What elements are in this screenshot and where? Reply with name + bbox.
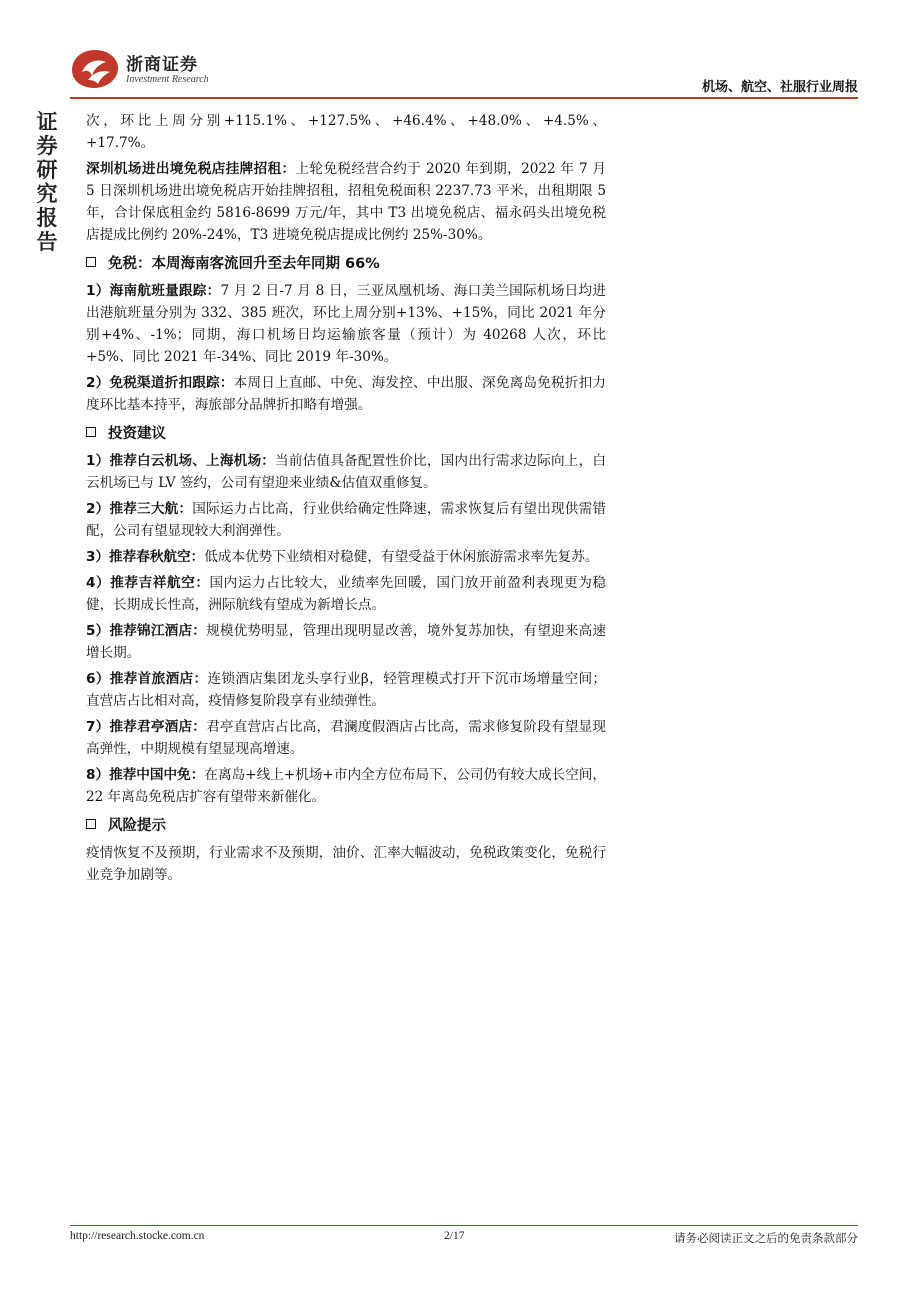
recommendation: 5）推荐锦江酒店：规模优势明显，管理出现明显改善，境外复苏加快，有望迎来高速增长期。 (86, 623, 607, 661)
header-divider (70, 97, 858, 99)
paragraph-lead: 6）推荐首旅酒店： (86, 671, 208, 687)
footer-divider (70, 1225, 858, 1226)
paragraph-lead: 4）推荐吉祥航空： (86, 575, 210, 591)
side-char: 报 (36, 205, 58, 230)
recommendation: 2）推荐三大航：国际运力占比高，行业供给确定性降速，需求恢复后有望出现供需错配，公司有望显现较大利润弹性。 (86, 501, 606, 539)
paragraph-lead: 1）海南航班量跟踪： (86, 283, 221, 299)
paragraph-lead: 1）推荐白云机场、上海机场： (86, 453, 276, 469)
paragraph-lead: 5）推荐锦江酒店： (86, 623, 207, 639)
paragraph: 2）免税渠道折扣跟踪：本周日上直邮、中免、海发控、中出服、深免离岛免税折扣力度环比基本持平，海旅部分品牌折扣略有增强。 (86, 375, 606, 413)
footer-disclaimer: 请务必阅读正文之后的免责条款部分 (674, 1231, 858, 1245)
side-vertical-label (36, 110, 58, 254)
page-number: 2/17 (444, 1230, 465, 1242)
report-category: 机场、航空、社服行业周报 (701, 80, 858, 95)
brand-logo-icon (70, 48, 120, 90)
paragraph-lead: 8）推荐中国中免： (86, 767, 205, 783)
paragraph: 1）海南航班量跟踪：7 月 2 日-7 月 8 日，三亚凤凰机场、海口美兰国际机场日均进出港航班量分别为 332、385 班次，环比上周分别+13%、+15%，同比 2021 年分别+4%、-1%；同期，海口机场日均运输旅客量（预计）为 40268 人次，环比+5%、同比 2021 年-34%、同比 2019 年-30%。 (86, 283, 606, 365)
main-content (86, 110, 606, 890)
section-heading: 投资建议 (86, 420, 606, 444)
checkbox-bullet-icon (86, 257, 96, 267)
brand-name-cn: 浙商证券 (126, 55, 198, 75)
side-char: 券 (36, 133, 58, 158)
footer-url-link[interactable]: http://research.stocke.com.cn (70, 1230, 205, 1242)
recommendation: 3）推荐春秋航空：低成本优势下业绩相对稳健，有望受益于休闲旅游需求率先复苏。 (86, 549, 599, 565)
recommendation: 1）推荐白云机场、上海机场：当前估值具备配置性价比，国内出行需求边际向上，白云机场已与 LV 签约，公司有望迎来业绩&估值双重修复。 (86, 453, 606, 491)
paragraph-lead: 2）免税渠道折扣跟踪： (86, 375, 234, 391)
recommendation: 7）推荐君亭酒店：君亭直营店占比高，君澜度假酒店占比高，需求修复阶段有望显现高弹性，中期规模有望显现高增速。 (86, 719, 607, 757)
paragraph-lead: 3）推荐春秋航空： (86, 549, 205, 565)
paragraph: 次，环比上周分别+115.1%、+127.5%、+46.4%、+48.0%、+4.5%、+17.7%。 (86, 113, 606, 151)
side-char: 证 (36, 109, 58, 134)
recommendation: 6）推荐首旅酒店：连锁酒店集团龙头享行业β，轻管理模式打开下沉市场增量空间；直营店占比相对高，疫情修复阶段享有业绩弹性。 (86, 671, 606, 709)
paragraph-lead: 7）推荐君亭酒店： (86, 719, 207, 735)
paragraph-lead: 2）推荐三大航： (86, 501, 193, 517)
paragraph: 疫情恢复不及预期，行业需求不及预期，油价、汇率大幅波动，免税政策变化，免税行业竞争加剧等。 (86, 845, 606, 883)
page-header (70, 44, 858, 98)
paragraph: 深圳机场进出境免税店挂牌招租：上轮免税经营合约于 2020 年到期，2022 年 7 月 5 日深圳机场进出境免税店开始挂牌招租，招租免税面积 2237.73 平米，出租期限 5 年，合计保底租金约 5816-8699 万元/年，其中 T3 出境免税店、福永码头出境免税店提成比例约 20%-24%，T3 进境免税店提成比例约 25%-30%。 (86, 161, 606, 243)
brand-name-en: Investment Research (126, 74, 209, 85)
checkbox-bullet-icon (86, 819, 96, 829)
side-char: 研 (36, 157, 58, 182)
side-char: 究 (36, 181, 58, 206)
side-char: 告 (36, 229, 58, 254)
recommendation: 4）推荐吉祥航空：国内运力占比较大，业绩率先回暖，国门放开前盈利表现更为稳健，长期成长性高，洲际航线有望成为新增长点。 (86, 575, 606, 613)
checkbox-bullet-icon (86, 427, 96, 437)
recommendation: 8）推荐中国中免：在离岛+线上+机场+市内全方位布局下，公司仍有较大成长空间，22 年离岛免税店扩容有望带来新催化。 (86, 767, 606, 805)
paragraph-lead: 深圳机场进出境免税店挂牌招租： (86, 161, 296, 177)
section-heading: 风险提示 (86, 812, 606, 836)
section-heading: 免税：本周海南客流回升至去年同期 66% (86, 250, 606, 274)
